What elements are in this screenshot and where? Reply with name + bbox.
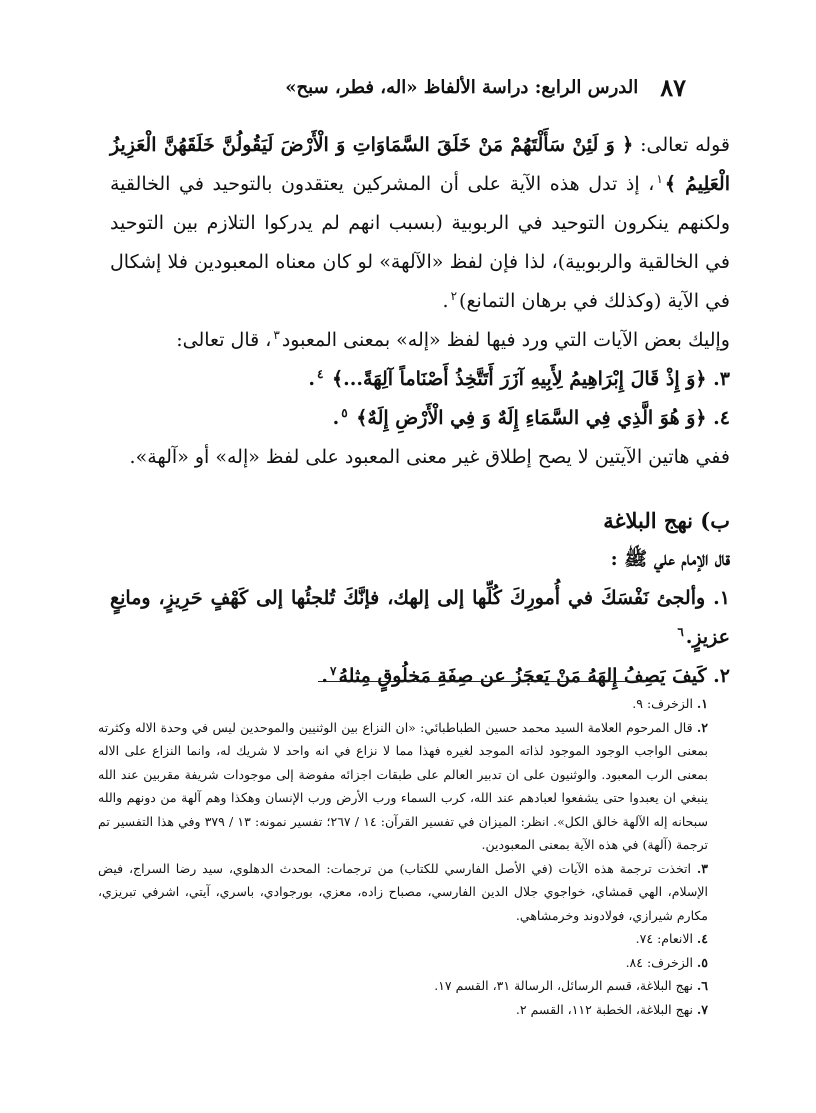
conclusion-text: ففي هاتين الآيتين لا يصح إطلاق غير معنى المعبود على لفظ «إله» أو «آلهة». (129, 446, 730, 468)
footnote-number: ٣. (696, 860, 708, 876)
paragraph-2 (110, 321, 730, 360)
running-title: الدرس الرابع: دراسة الألفاظ «اله، فطر، سبح» (285, 76, 639, 98)
footnote-1 (98, 692, 708, 716)
footnote-text: الزخرف: ٩. (632, 696, 693, 711)
footnote-7 (98, 998, 708, 1022)
footnote-ref-2: ٢ (450, 288, 458, 303)
footnote-number: ٢. (696, 719, 708, 735)
verse-item-3: ٣. ﴿وَ إِذْ قَالَ إِبْرَاهِيمُ لِأَبِيهِ آزَرَ أَتَتَّخِذُ أَصْنَاماً آلِهَةً...﴾ $^٤$. (308, 366, 730, 390)
verse-item-4: ٤. ﴿وَ هُوَ الَّذِي فِي السَّمَاءِ إِلَهٌ وَ فِي الْأَرْضِ إِلَهٌ﴾ $^٥$. (332, 405, 730, 429)
verse-1: ﴿ وَ لَئِنْ سَأَلْتَهُمْ مَنْ خَلَقَ السَّمَاوَاتِ وَ الْأَرْضَ لَيَقُولُنَّ خَلَقَهُنَّ الْعَزِيزُ الْعَلِيمُ ﴾ (110, 134, 730, 195)
section-heading: ب) نهج البلاغة (603, 508, 730, 533)
quote-item-1 (110, 579, 730, 657)
quote-item-1-number: ١. (713, 587, 730, 609)
imam-intro: قال الإمام علي ﷺ : (610, 548, 730, 570)
footnote-text: اتخذت ترجمة هذه الآيات (في الأصل الفارسي للكتاب) من ترجمات: المحدث الدهلوي، سيد رضا السراج، فيض الإسلام، الهي قمشاي، خواجوي جلال الدين الفارسي، مصباح زاده، معزي، بورجوادي، باسري، آيتي، اشرفي تبريزي، مكارم شيرازي، فولادوند وخرمشاهي. (98, 860, 708, 923)
footnote-text: الزخرف: ٨٤. (625, 954, 693, 970)
intro-prefix: قوله تعالى: (633, 134, 730, 156)
quote-item-2: ٢. كَيفَ يَصِفُ إِلهَهُ مَنْ يَعجَزُ عن صِفَةِ مَخلُوقٍ مِثلهُ$^٧$. (321, 663, 730, 687)
footnote-text: نهج البلاغة، قسم الرسائل، الرسالة ٣١، القسم ١٧. (434, 978, 693, 993)
footnote-number: ١. (696, 696, 708, 711)
footnote-4 (98, 927, 708, 951)
section-gap (110, 477, 730, 501)
footnote-text: نهج البلاغة، الخطبة ١١٢، القسم ٢. (515, 1001, 693, 1017)
footnote-3 (98, 857, 708, 928)
paragraph-2-start: وإليك بعض الآيات التي ورد فيها لفظ «إله» بمعنى المعبود (281, 329, 730, 351)
footnote-text: قال المرحوم العلامة السيد محمد حسين الطباطبائي: «ان النزاع بين الوثنيين والموحدين ليس في وحدة الاله وكثرته بمعنى الواجب الوجود الموجود لذاته الموجد لغيره فهذا مما لا نزاع في انه واحد لا شريك له، وانما النزاع على الاله بمعنى الرب المعبود. والوثنيون على ان تدبير العالم على طبقات اجزائه مفوضة إلى موجودات شريفة مقربين عند الله ينبغي ان يعبدوا حتى يشفعوا لعبادهم عند الله، كرب السماء ورب الأرض ورب الإنسان وهكذا وهم آلهة من دونهم والله سبحانه إله الآلهة خالق الكل». انظر: الميزان في تفسير القرآن: ١٤ / ٢٦٧؛ تفسير نمونه: ١٣ / ٣٧٩ وفي هذا التفسير تم ترجمة (آلهة) في هذه الآية بمعنى المعبودين. (98, 719, 708, 852)
footnote-number: ٦. (696, 978, 708, 993)
footnote-number: ٤. (696, 931, 708, 946)
footnote-divider (318, 681, 662, 682)
footnote-ref-5: ٥ (341, 405, 348, 420)
footnote-ref-7: ٧ (330, 663, 337, 678)
quote-item-2-text: كَيفَ يَصِفُ إِلهَهُ مَنْ يَعجَزُ عن صِفَةِ مَخلُوقٍ مِثلهُ (338, 665, 707, 687)
paragraph-intro: قوله تعالى: ﴿ وَ لَئِنْ سَأَلْتَهُمْ مَنْ خَلَقَ السَّمَاوَاتِ وَ الْأَرْضَ لَيَقُولُنَّ خَلَقَهُنَّ الْعَزِيزُ الْعَلِيمُ ﴾$^١$، إذ تدل هذه الآية على أن المشركين يعتقدون بالتوحيد في الخالقية ولكنهم ينكرون التوحيد في الربوبية (بسبب انهم لم يدركوا التلازم بين التوحيد في الخالقية والربوبية)، لذا فإن لفظ «الآلهة» لو كان معناه المعبودين فلا إشكال في الآية (وكذلك في برهان التمانع)$^٢$. (110, 134, 730, 312)
footnote-2 (98, 716, 708, 857)
footnote-text: الانعام: ٧٤. (635, 931, 693, 946)
verse-item-4-number: ٤. (713, 407, 730, 429)
footnote-6 (98, 974, 708, 998)
page-header (190, 70, 686, 104)
quote-item-2-number: ٢. (713, 665, 730, 687)
verse-item-4-text: ﴿وَ هُوَ الَّذِي فِي السَّمَاءِ إِلَهٌ وَ فِي الْأَرْضِ إِلَهٌ﴾ (356, 407, 707, 429)
footnotes (98, 692, 708, 1021)
footnote-ref-4: ٤ (316, 366, 324, 381)
footnote-ref-1: ١ (656, 171, 663, 186)
paragraph-1-text: ، إذ تدل هذه الآية على أن المشركين يعتقدون بالتوحيد في الخالقية ولكنهم ينكرون التوحيد في الربوبية (بسبب انهم لم يدركوا التلازم بين التوحيد في الخالقية والربوبية)، لذا فإن لفظ «الآلهة» لو كان معناه المعبودين فلا إشكال في الآية (وكذلك في برهان التمانع) (110, 173, 730, 312)
footnote-number: ٧. (696, 1001, 708, 1017)
footnote-ref-6: ٦ (677, 624, 684, 639)
verse-item-3-number: ٣. (713, 368, 730, 390)
verse-item-3-text: ﴿وَ إِذْ قَالَ إِبْرَاهِيمُ لِأَبِيهِ آزَرَ أَتَتَّخِذُ أَصْنَاماً آلِهَةً...﴾ (332, 368, 707, 390)
paragraph-2-end: ، قال تعالى: (176, 329, 272, 351)
footnote-ref-3: ٣ (273, 327, 280, 342)
footnote-number: ٥. (696, 954, 708, 970)
footnote-5 (98, 951, 708, 975)
body-text (110, 126, 730, 696)
quote-item-1-text: وألجئ نَفْسَكَ في أُمورِكَ كُلِّها إلى إلهك، فإنَّكَ تُلجئُها إلى كَهْفٍ حَرِيزٍ، ومانِعٍ عزيزٍ. (110, 587, 730, 648)
page-number: ٨٧ (660, 72, 686, 102)
